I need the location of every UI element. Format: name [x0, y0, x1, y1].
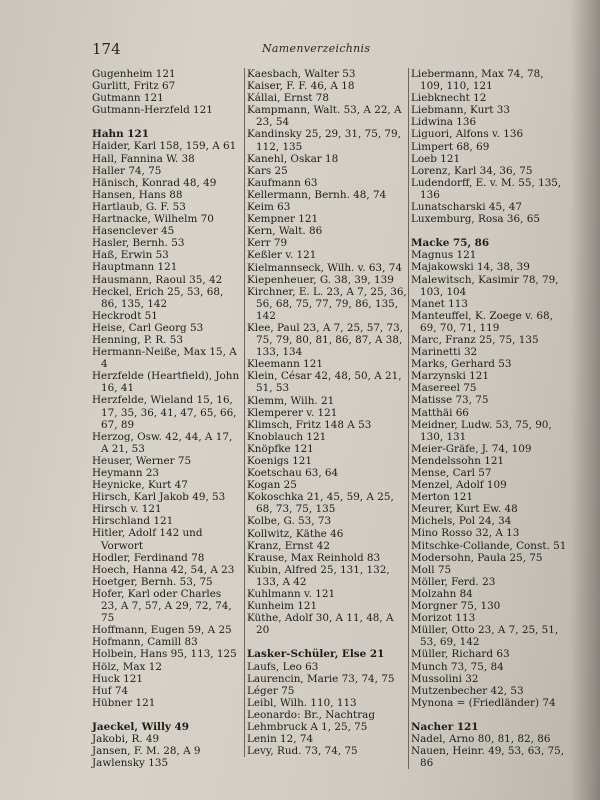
- index-entry: Hübner 121: [92, 696, 156, 709]
- index-column-2: [244, 68, 407, 757]
- index-entry: Gugenheim 121: [92, 68, 176, 80]
- index-entry: Ludendorff, E. v. M. 55, 135, 136: [411, 176, 562, 201]
- index-entry: Haß, Erwin 53: [92, 249, 169, 262]
- index-entry: Marks, Gerhard 53: [411, 358, 512, 371]
- index-entry: Mense, Carl 57: [411, 467, 492, 479]
- index-entry: Kuhlmann v. 121: [247, 588, 336, 601]
- index-column-3: [408, 68, 569, 769]
- index-entry: Huf 74: [92, 684, 129, 697]
- index-entry: Haller 74, 75: [92, 164, 162, 177]
- index-entry: Gutmann-Herzfeld 121: [92, 104, 213, 117]
- index-entry: Heuser, Werner 75: [92, 454, 192, 467]
- index-entry: Huck 121: [92, 672, 144, 685]
- index-entry: Hofer, Karl oder Charles 23, A 7, 57, A 29, 72, 74, 75: [92, 587, 232, 625]
- running-title: Namenverzeichnis: [262, 42, 371, 55]
- index-entry: Hauptmann 121: [92, 261, 178, 274]
- index-entry: Hirsch v. 121: [92, 503, 162, 516]
- index-entry: Kielmannseck, Wilh. v. 63, 74: [247, 261, 402, 274]
- index-entry: Klee, Paul 23, A 7, 25, 57, 73, 75, 79, 80, 81, 86, 87, A 38, 133, 134: [247, 321, 404, 359]
- index-entry: Hausmann, Raoul 35, 42: [92, 273, 223, 286]
- index-entry: Mutzenbecher 42, 53: [411, 684, 524, 697]
- index-entry: Liebmann, Kurt 33: [411, 104, 510, 117]
- index-entry: Kanehl, Oskar 18: [247, 152, 339, 165]
- index-entry: Herzfelde (Heartfield), John 16, 41: [92, 370, 240, 395]
- index-entry: Menzel, Adolf 109: [411, 479, 507, 492]
- index-entry: Kern, Walt. 86: [247, 225, 323, 238]
- index-entry: Morgner 75, 130: [411, 600, 501, 613]
- index-entry: Jakobi, R. 49: [92, 732, 160, 745]
- index-entry: Jawlensky 135: [92, 757, 169, 770]
- index-entry: Matthäi 66: [411, 406, 469, 419]
- index-entry: Kandinsky 25, 29, 31, 75, 79, 112, 135: [247, 128, 401, 153]
- index-entry: Haider, Karl 158, 159, A 61: [92, 140, 237, 153]
- index-entry: Heckel, Erich 25, 53, 68, 86, 135, 142: [92, 285, 224, 310]
- index-entry: Lehmbruck A 1, 25, 75: [247, 720, 368, 733]
- page-number: 174: [92, 40, 121, 58]
- index-entry: Manteuffel, K. Zoege v. 68, 69, 70, 71, 119: [411, 309, 553, 334]
- letter-group-gap: [411, 709, 569, 721]
- index-entry: Malewitsch, Kasimir 78, 79, 103, 104: [411, 273, 559, 298]
- index-entry: Knöpfke 121: [247, 442, 314, 455]
- letter-group-gap: [247, 636, 407, 648]
- index-entry: Hasler, Bernh. 53: [92, 237, 185, 250]
- index-entry: Hitler, Adolf 142 und Vorwort: [92, 527, 203, 552]
- index-entry: Krause, Max Reinhold 83: [247, 551, 381, 564]
- index-entry: Mendelssohn 121: [411, 454, 505, 467]
- index-entry: Hall, Fannina W. 38: [92, 152, 195, 165]
- index-entry: Marinetti 32: [411, 346, 478, 359]
- index-entry: Jansen, F. M. 28, A 9: [92, 745, 201, 758]
- index-entry: Mitschke-Collande, Const. 51: [411, 539, 567, 552]
- index-entry: Morizot 113: [411, 612, 476, 625]
- index-entry: Hartlaub, G. F. 53: [92, 200, 186, 213]
- index-entry: Hartnacke, Wilhelm 70: [92, 213, 214, 226]
- index-entry: Nacher 121: [411, 720, 479, 733]
- index-entry: Modersohn, Paula 25, 75: [411, 551, 543, 564]
- page-edge-shadow: [570, 0, 600, 800]
- index-entry: Heymann 23: [92, 467, 160, 479]
- index-entry: Gurlitt, Fritz 67: [92, 80, 176, 93]
- index-entry: Kállai, Ernst 78: [247, 92, 330, 105]
- index-entry: Kunheim 121: [247, 600, 318, 613]
- index-entry: Leibl, Wilh. 110, 113: [247, 696, 357, 709]
- index-entry: Lunatscharski 45, 47: [411, 201, 522, 214]
- index-entry: Hölz, Max 12: [92, 660, 162, 673]
- index-entry: Hoffmann, Eugen 59, A 25: [92, 624, 232, 637]
- index-entry: Marc, Franz 25, 75, 135: [411, 333, 539, 346]
- index-entry: Masereel 75: [411, 382, 477, 395]
- index-entry: Lenin 12, 74: [247, 733, 314, 746]
- index-entry: Marzynski 121: [411, 370, 489, 383]
- index-entry: Limpert 68, 69: [411, 140, 490, 153]
- index-entry: Leonardo: Br., Nachtrag: [247, 708, 376, 721]
- index-entry: Herzfelde, Wieland 15, 16, 17, 35, 36, 41, 47, 65, 66, 67, 89: [92, 394, 237, 431]
- index-entry: Hahn 121: [92, 128, 149, 141]
- index-entry: Kiepenheuer, G. 38, 39, 139: [247, 273, 394, 286]
- index-entry: Möller, Ferd. 23: [411, 575, 496, 588]
- index-entry: Holbein, Hans 95, 113, 125: [92, 648, 237, 661]
- index-entry: Meidner, Ludw. 53, 75, 90, 130, 131: [411, 418, 552, 443]
- index-entry: Liebermann, Max 74, 78, 109, 110, 121: [411, 68, 544, 93]
- index-entry: Hansen, Hans 88: [92, 188, 183, 201]
- index-entry: Molzahn 84: [411, 587, 473, 600]
- index-entry: Heynicke, Kurt 47: [92, 479, 188, 492]
- index-entry: Hänisch, Konrad 48, 49: [92, 176, 217, 189]
- index-entry: Magnus 121: [411, 249, 477, 262]
- index-entry: Kars 25: [247, 164, 288, 177]
- index-entry: Kogan 25: [247, 479, 297, 492]
- index-entry: Kaesbach, Walter 53: [247, 68, 356, 80]
- index-entry: Keim 63: [247, 201, 291, 214]
- index-entry: Matisse 73, 75: [411, 394, 489, 407]
- index-entry: Meier-Gräfe, J. 74, 109: [411, 442, 532, 455]
- index-entry: Lorenz, Karl 34, 36, 75: [411, 164, 533, 177]
- index-entry: Laurencin, Marie 73, 74, 75: [247, 672, 395, 685]
- index-entry: Gutmann 121: [92, 92, 164, 105]
- index-entry: Kubin, Alfred 25, 131, 132, 133, A 42: [247, 563, 390, 588]
- index-entry: Kokoschka 21, 45, 59, A 25, 68, 73, 75, 135: [247, 491, 394, 516]
- index-entry: Müller, Otto 23, A 7, 25, 51, 53, 69, 142: [411, 624, 559, 649]
- index-entry: Kellermann, Bernh. 48, 74: [247, 188, 387, 201]
- index-entry: Klimsch, Fritz 148 A 53: [247, 418, 372, 431]
- index-entry: Kerr 79: [247, 237, 288, 250]
- index-entry: Klein, César 42, 48, 50, A 21, 51, 53: [247, 370, 402, 395]
- index-entry: Loeb 121: [411, 152, 461, 165]
- index-column-1: [92, 68, 240, 769]
- index-entry: Lasker-Schüler, Else 21: [247, 648, 385, 661]
- index-entry: Jaeckel, Willy 49: [92, 720, 190, 733]
- index-entry: Müller, Richard 63: [411, 648, 510, 661]
- index-entry: Kempner 121: [247, 213, 319, 226]
- index-entry: Klemm, Wilh. 21: [247, 394, 335, 407]
- index-entry: Kaiser, F. F. 46, A 18: [247, 80, 355, 93]
- index-entry: Merton 121: [411, 491, 474, 504]
- page-header: [92, 40, 562, 60]
- index-entry: Klemperer v. 121: [247, 406, 338, 419]
- index-entry: Hasenclever 45: [92, 225, 175, 238]
- index-entry: Kollwitz, Käthe 46: [247, 527, 344, 540]
- index-entry: Hofmann, Camill 83: [92, 636, 198, 649]
- index-entry: Majakowski 14, 38, 39: [411, 261, 530, 274]
- letter-group-gap: [92, 116, 240, 128]
- index-entry: Kaufmann 63: [247, 176, 318, 189]
- index-entry: Michels, Pol 24, 34: [411, 515, 512, 528]
- index-entry: Keßler v. 121: [247, 249, 317, 262]
- index-entry: Hermann-Neiße, Max 15, A 4: [92, 346, 237, 371]
- index-entry: Liebknecht 12: [411, 92, 487, 105]
- index-entry: Moll 75: [411, 563, 452, 576]
- index-entry: Hirschland 121: [92, 515, 174, 528]
- index-entry: Knoblauch 121: [247, 430, 327, 443]
- index-entry: Nauen, Heinr. 49, 53, 63, 75, 86: [411, 745, 565, 770]
- index-entry: Hoech, Hanna 42, 54, A 23: [92, 563, 235, 576]
- index-entry: Heise, Carl Georg 53: [92, 321, 204, 334]
- letter-group-gap: [92, 709, 240, 721]
- index-entry: Levy, Rud. 73, 74, 75: [247, 745, 358, 758]
- letter-group-gap: [411, 225, 569, 237]
- index-entry: Herzog, Osw. 42, 44, A 17, A 21, 53: [92, 430, 233, 455]
- index-entry: Liguori, Alfons v. 136: [411, 128, 524, 141]
- index-entry: Hoetger, Bernh. 53, 75: [92, 575, 213, 588]
- index-entry: Kirchner, E. L. 23, A 7, 25, 36, 56, 68, 75, 77, 79, 86, 135, 142: [247, 285, 407, 322]
- index-entry: Kolbe, G. 53, 73: [247, 515, 332, 528]
- index-entry: Koenigs 121: [247, 455, 313, 467]
- index-entry: Mynona = (Friedländer) 74: [411, 696, 556, 709]
- index-entry: Mussolini 32: [411, 672, 479, 685]
- index-entry: Lidwina 136: [411, 116, 477, 129]
- index-entry: Heckrodt 51: [92, 309, 158, 322]
- index-entry: Macke 75, 86: [411, 237, 490, 250]
- index-entry: Nadel, Arno 80, 81, 82, 86: [411, 732, 551, 745]
- index-entry: Munch 73, 75, 84: [411, 660, 504, 673]
- index-entry: Küthe, Adolf 30, A 11, 48, A 20: [247, 612, 394, 637]
- index-entry: Luxemburg, Rosa 36, 65: [411, 213, 540, 226]
- index-entry: Kleemann 121: [247, 358, 323, 371]
- index-entry: Léger 75: [247, 684, 295, 697]
- index-entry: Meurer, Kurt Ew. 48: [411, 503, 518, 516]
- index-entry: Henning, P. R. 53: [92, 333, 184, 346]
- index-entry: Koetschau 63, 64: [247, 467, 339, 480]
- index-entry: Mino Rosso 32, A 13: [411, 527, 520, 540]
- index-entry: Manet 113: [411, 297, 468, 310]
- index-entry: Laufs, Leo 63: [247, 660, 319, 673]
- index-entry: Kampmann, Walt. 53, A 22, A 23, 54: [247, 104, 402, 129]
- index-entry: Hirsch, Karl Jakob 49, 53: [92, 491, 226, 504]
- index-entry: Hodler, Ferdinand 78: [92, 551, 205, 564]
- index-entry: Kranz, Ernst 42: [247, 539, 330, 552]
